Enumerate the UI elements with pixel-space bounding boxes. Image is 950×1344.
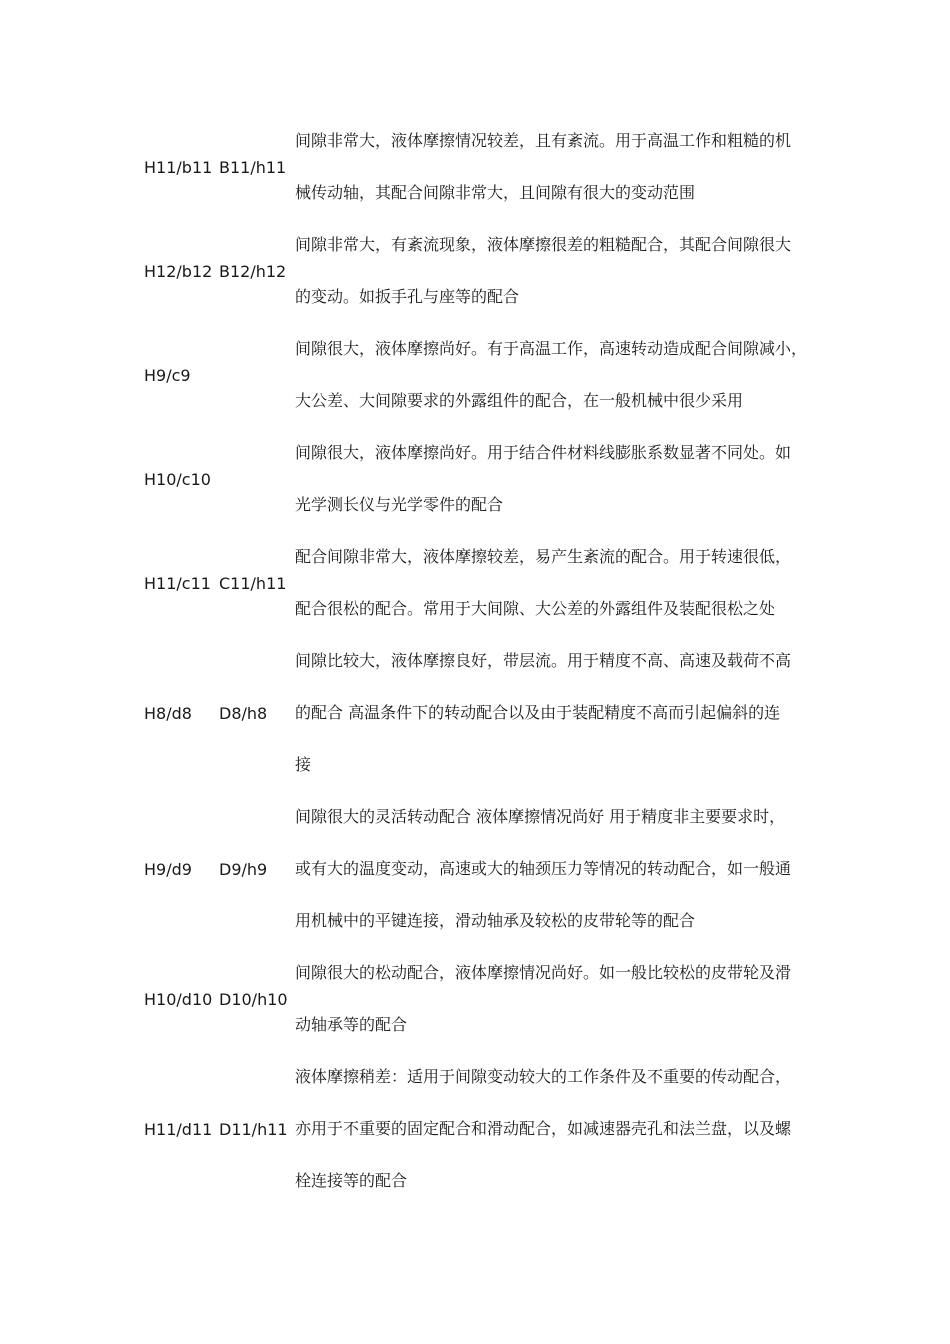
description-line: 大公差、大间隙要求的外露组件的配合，在一般机械中很少采用 <box>295 391 744 410</box>
hole-fit-code: H11/b11 <box>144 157 213 177</box>
shaft-fit-code: D10/h10 <box>219 989 288 1009</box>
fit-description-table <box>144 115 824 1207</box>
description-line: 亦用于不重要的固定配合和滑动配合，如减速器壳孔和法兰盘，以及螺 <box>295 1119 792 1138</box>
description-line: 间隙比较大，液体摩擦良好，带层流。用于精度不高、高速及载荷不高 <box>295 651 792 670</box>
shaft-fit-code: D11/h11 <box>219 1119 288 1139</box>
description-line: 间隙很大，液体摩擦尚好。用于结合件材料线膨胀系数显著不同处。如 <box>295 443 792 462</box>
shaft-fit-code: D8/h8 <box>219 703 268 723</box>
fit-description <box>295 323 815 427</box>
description-line: 接 <box>295 755 312 774</box>
description-line: 的变动。如扳手孔与座等的配合 <box>295 287 520 306</box>
description-line: 用机械中的平键连接，滑动轴承及较松的皮带轮等的配合 <box>295 911 696 930</box>
hole-fit-code: H9/d9 <box>144 859 192 879</box>
fit-description <box>295 427 815 531</box>
hole-fit-code: H11/c11 <box>144 573 211 593</box>
description-line: 的配合 高温条件下的转动配合以及由于装配精度不高而引起偏斜的连 <box>295 703 781 722</box>
hole-fit-code: H10/d10 <box>144 989 213 1009</box>
table-row <box>144 115 824 219</box>
description-line: 间隙非常大，液体摩擦情况较差，且有紊流。用于高温工作和粗糙的机 <box>295 131 792 150</box>
shaft-fit-code: B11/h11 <box>219 157 287 177</box>
fit-description <box>295 531 815 635</box>
shaft-fit-code: B12/h12 <box>219 261 287 281</box>
description-line: 配合很松的配合。常用于大间隙、大公差的外露组件及装配很松之处 <box>295 599 776 618</box>
description-line: 间隙很大，液体摩擦尚好。有于高温工作，高速转动造成配合间隙减小， <box>295 339 808 358</box>
description-line: 械传动轴，其配合间隙非常大，且间隙有很大的变动范围 <box>295 183 696 202</box>
hole-fit-code: H11/d11 <box>144 1119 213 1139</box>
description-line: 间隙很大的灵活转动配合 液体摩擦情况尚好 用于精度非主要要求时， <box>295 807 786 826</box>
hole-fit-code: H10/c10 <box>144 469 211 489</box>
table-row <box>144 947 824 1051</box>
description-line: 或有大的温度变动，高速或大的轴颈压力等情况的转动配合，如一般通 <box>295 859 792 878</box>
fit-description <box>295 219 815 323</box>
description-line: 动轴承等的配合 <box>295 1015 408 1034</box>
fit-description <box>295 947 815 1051</box>
table-row <box>144 531 824 635</box>
table-row <box>144 219 824 323</box>
description-line: 间隙很大的松动配合，液体摩擦情况尚好。如一般比较松的皮带轮及滑 <box>295 963 792 982</box>
table-row <box>144 1051 824 1207</box>
fit-description <box>295 1051 815 1207</box>
description-line: 液体摩擦稍差：适用于间隙变动较大的工作条件及不重要的传动配合， <box>295 1067 792 1086</box>
description-line: 栓连接等的配合 <box>295 1171 408 1190</box>
fit-description <box>295 635 815 791</box>
description-line: 配合间隙非常大，液体摩擦较差，易产生紊流的配合。用于转速很低， <box>295 547 792 566</box>
hole-fit-code: H12/b12 <box>144 261 213 281</box>
description-line: 光学测长仪与光学零件的配合 <box>295 495 504 514</box>
table-row <box>144 791 824 947</box>
hole-fit-code: H9/c9 <box>144 365 191 385</box>
hole-fit-code: H8/d8 <box>144 703 192 723</box>
description-line: 间隙非常大，有紊流现象，液体摩擦很差的粗糙配合，其配合间隙很大 <box>295 235 792 254</box>
table-row <box>144 427 824 531</box>
shaft-fit-code: D9/h9 <box>219 859 268 879</box>
table-row <box>144 635 824 791</box>
fit-description <box>295 115 815 219</box>
fit-description <box>295 791 815 947</box>
shaft-fit-code: C11/h11 <box>219 573 287 593</box>
table-row <box>144 323 824 427</box>
